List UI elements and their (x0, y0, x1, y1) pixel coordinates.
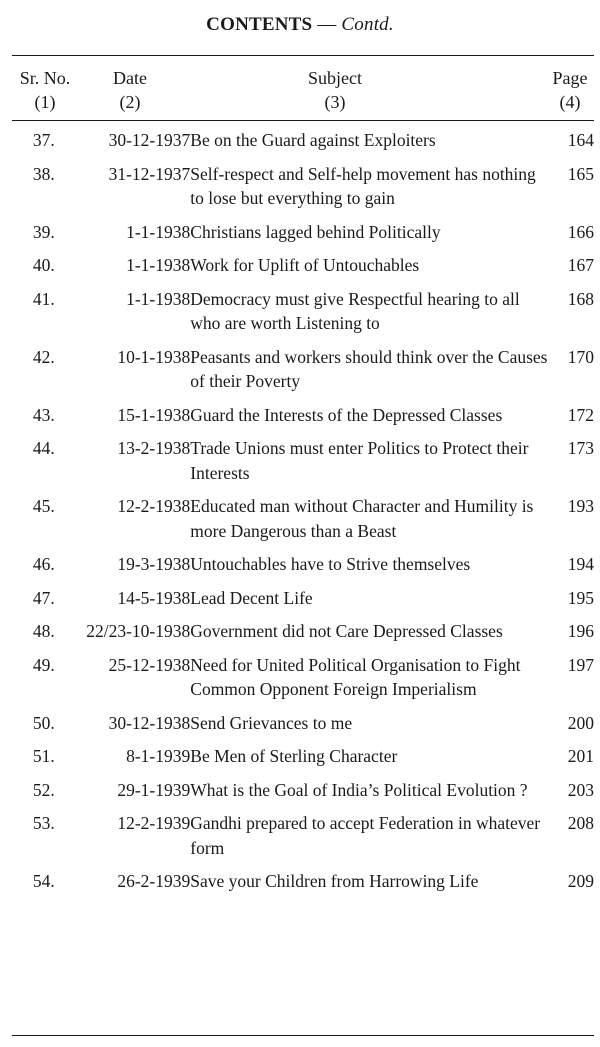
header-page-label: Page (552, 68, 588, 88)
table-row (12, 811, 594, 869)
row-page: 170 (567, 346, 594, 367)
row-subject: Self-respect and Self-help movement has nothing to lose but everything to gain (190, 163, 536, 208)
header-rule (12, 120, 594, 121)
table-row (12, 619, 594, 653)
row-page: 164 (567, 130, 594, 150)
row-number: 49. (32, 654, 55, 675)
row-page: 172 (567, 404, 594, 425)
row-date: 22/23-10-1938 (86, 621, 191, 641)
header-page (544, 66, 596, 114)
row-subject: Peasants and workers should think over the Causes of their Poverty (190, 346, 548, 391)
row-page: 193 (567, 496, 594, 516)
title-sub: Contd. (341, 14, 394, 35)
row-subject: What is the Goal of India’s Political Evolution ? (190, 779, 528, 800)
header-subject-index: (3) (324, 92, 346, 112)
table-row (12, 778, 594, 812)
header-date-label: Date (113, 68, 147, 88)
row-number: 51. (32, 746, 55, 766)
row-number: 47. (32, 587, 55, 608)
bottom-rule (12, 1035, 594, 1036)
row-number: 39. (32, 221, 55, 242)
row-date: 1-1-1938 (126, 221, 191, 242)
row-date: 14-5-1938 (117, 587, 191, 608)
row-subject: Gandhi prepared to accept Federation in whatever form (190, 813, 541, 858)
table-row (12, 345, 594, 403)
row-page: 209 (567, 871, 594, 891)
row-subject: Trade Unions must enter Politics to Protect their Interests (190, 438, 529, 483)
row-subject: Be Men of Sterling Character (190, 746, 398, 766)
header-page-index: (4) (559, 92, 581, 112)
table-row (12, 744, 594, 778)
contents-table (12, 128, 594, 903)
row-date: 13-2-1938 (117, 438, 191, 458)
row-subject: Christians lagged behind Politically (190, 221, 441, 242)
header-sr-no (14, 66, 76, 114)
row-number: 38. (32, 163, 55, 184)
row-number: 37. (32, 130, 55, 150)
header-date (98, 66, 162, 114)
row-subject: Need for United Political Organisation to Fight Common Opponent Foreign Imperialism (190, 654, 521, 699)
table-row (12, 653, 594, 711)
table-row (12, 586, 594, 620)
row-date: 29-1-1939 (117, 779, 191, 800)
table-row (12, 253, 594, 287)
table-row (12, 494, 594, 552)
row-number: 50. (32, 712, 55, 733)
row-page: 166 (567, 221, 594, 242)
row-number: 48. (32, 621, 55, 641)
row-subject: Work for Uplift of Untouchables (190, 255, 420, 275)
row-date: 15-1-1938 (117, 404, 191, 425)
row-date: 26-2-1939 (117, 871, 191, 891)
row-number: 44. (32, 438, 55, 458)
table-row (12, 552, 594, 586)
row-date: 8-1-1939 (126, 746, 191, 766)
row-subject: Send Grievances to me (190, 712, 353, 733)
row-subject: Democracy must give Respectful hearing to all who are worth Listening to (190, 288, 520, 333)
table-row (12, 403, 594, 437)
row-date: 12-2-1939 (117, 813, 191, 833)
row-subject: Be on the Guard against Exploiters (190, 130, 436, 150)
table-row (12, 711, 594, 745)
row-page: 194 (567, 554, 594, 574)
row-date: 30-12-1938 (108, 712, 191, 733)
row-number: 54. (32, 871, 55, 891)
title-main: CONTENTS (206, 14, 313, 35)
row-date: 30-12-1937 (108, 130, 191, 150)
title-dash: — (312, 14, 342, 35)
table-row (12, 220, 594, 254)
row-subject: Educated man without Character and Humility is more Dangerous than a Beast (190, 496, 534, 541)
row-subject: Save your Children from Harrowing Life (190, 871, 479, 891)
table-row (12, 287, 594, 345)
row-date: 31-12-1937 (108, 163, 191, 184)
row-page: 195 (567, 587, 594, 608)
header-subject-label: Subject (308, 68, 362, 88)
row-subject: Government did not Care Depressed Classes (190, 621, 503, 641)
table-row (12, 869, 594, 903)
table-row (12, 128, 594, 162)
row-date: 1-1-1938 (126, 255, 191, 275)
table-row (12, 162, 594, 220)
row-page: 165 (567, 163, 594, 184)
row-page: 197 (567, 654, 594, 675)
row-date: 19-3-1938 (117, 554, 191, 574)
row-number: 46. (32, 554, 55, 574)
row-page: 167 (567, 255, 594, 275)
contents-rows (12, 128, 594, 903)
row-number: 40. (32, 255, 55, 275)
header-sr-no-index: (1) (34, 92, 56, 112)
row-date: 1-1-1938 (126, 288, 191, 309)
row-number: 41. (32, 288, 55, 309)
row-date: 10-1-1938 (117, 346, 191, 367)
row-page: 173 (567, 438, 594, 458)
header-subject (290, 66, 380, 114)
header-sr-no-label: Sr. No. (19, 68, 71, 88)
row-page: 200 (567, 712, 594, 733)
row-page: 201 (567, 746, 594, 766)
table-row (12, 436, 594, 494)
row-number: 43. (32, 404, 55, 425)
row-number: 52. (32, 779, 55, 800)
row-page: 203 (567, 779, 594, 800)
row-number: 53. (32, 813, 55, 833)
row-date: 12-2-1938 (117, 496, 191, 516)
row-page: 208 (567, 813, 594, 833)
header-date-index: (2) (119, 92, 141, 112)
row-page: 168 (567, 288, 594, 309)
row-number: 45. (32, 496, 55, 516)
page-title (0, 14, 600, 36)
row-page: 196 (567, 621, 594, 641)
row-subject: Guard the Interests of the Depressed Classes (190, 404, 503, 425)
row-subject: Lead Decent Life (190, 587, 313, 608)
top-rule (12, 55, 594, 56)
row-number: 42. (32, 346, 55, 367)
row-date: 25-12-1938 (108, 654, 191, 675)
row-subject: Untouchables have to Strive themselves (190, 554, 471, 574)
